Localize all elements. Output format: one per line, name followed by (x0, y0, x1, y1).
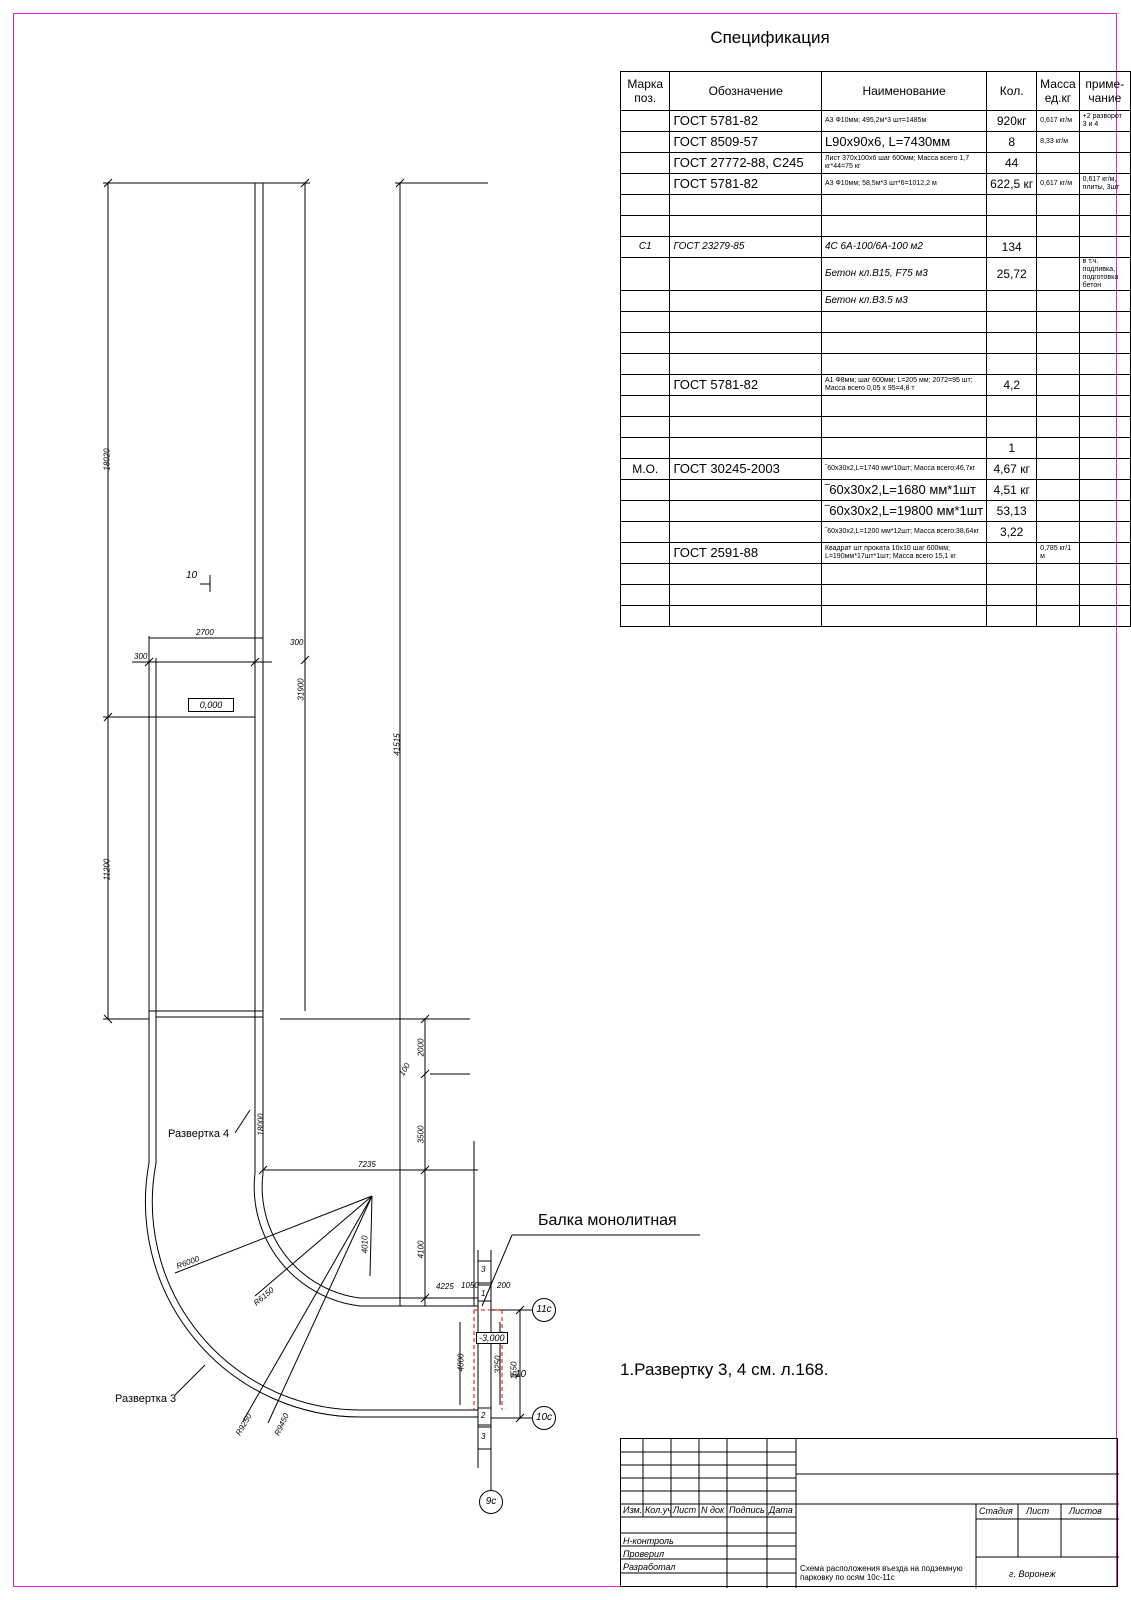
cell-note (1079, 153, 1130, 174)
stamp-stage: Стадия (979, 1506, 1013, 1516)
spec-row (621, 480, 1131, 501)
pos-label-2: 1 (481, 1289, 486, 1298)
cell-qty: 44 (987, 153, 1037, 174)
dim-slope: 100 (397, 1061, 412, 1078)
cell-mark (621, 174, 670, 195)
cell-note (1079, 132, 1130, 153)
stamp-sheets: Листов (1069, 1506, 1102, 1516)
cell-qty: 1 (987, 438, 1037, 459)
cell-mark (621, 333, 670, 354)
spec-row (621, 333, 1131, 354)
cell-note (1079, 216, 1130, 237)
dim-31900: 31900 (296, 678, 306, 701)
cell-note: 0,617 кг/м, плиты, 3шт (1079, 174, 1130, 195)
cell-name (821, 564, 986, 585)
cell-designation (670, 606, 821, 627)
dim-2000: 2000 (416, 1038, 426, 1057)
cell-mass (1037, 237, 1079, 258)
cell-name: ‾60x30x2,L=1740 мм*10шт; Масса всего:46,7кг (821, 459, 986, 480)
cell-name: Бетон кл.B15, F75 м3 (821, 258, 986, 291)
spec-header-row (621, 72, 1131, 111)
elevation-upper: 0,000 (188, 698, 234, 712)
cell-mass (1037, 459, 1079, 480)
cell-mark (621, 258, 670, 291)
cell-mass: 0,617 кг/м (1037, 174, 1079, 195)
spec-row (621, 564, 1131, 585)
cell-note (1079, 291, 1130, 312)
dim-r6000: R6000 (175, 1254, 201, 1271)
dim-r9450: R9450 (272, 1411, 291, 1438)
spec-row (621, 153, 1131, 174)
cell-note (1079, 543, 1130, 564)
cell-mark (621, 564, 670, 585)
cell-mass (1037, 501, 1079, 522)
cell-qty: 4,51 кг (987, 480, 1037, 501)
cell-designation (670, 354, 821, 375)
cell-name (821, 354, 986, 375)
spec-row (621, 132, 1131, 153)
dim-4000: 4000 (456, 1353, 466, 1372)
spec-row (621, 291, 1131, 312)
cell-mass (1037, 606, 1079, 627)
spec-row (621, 606, 1131, 627)
cell-name (821, 195, 986, 216)
title-block (620, 1438, 1118, 1587)
cell-qty (987, 354, 1037, 375)
spec-row (621, 501, 1131, 522)
cell-note (1079, 354, 1130, 375)
cell-designation (670, 522, 821, 543)
stamp-col-doc: N док (701, 1505, 725, 1515)
cell-mark (621, 195, 670, 216)
stamp-n-control: Н-контроль (623, 1536, 674, 1546)
dim-18000: 18000 (256, 1113, 266, 1136)
cell-designation: ГОСТ 27772-88, С245 (670, 153, 821, 174)
cell-mass (1037, 480, 1079, 501)
cell-name (821, 606, 986, 627)
cell-mark (621, 606, 670, 627)
cell-mass (1037, 195, 1079, 216)
cell-mark (621, 291, 670, 312)
cell-designation (670, 396, 821, 417)
cell-mark: М.О. (621, 459, 670, 480)
axis-10c: 10с (532, 1406, 556, 1430)
col-header-name: Наименование (821, 72, 986, 111)
cell-mark (621, 375, 670, 396)
cell-mark (621, 396, 670, 417)
spec-row (621, 312, 1131, 333)
stamp-doc-title: Схема расположения въезда на подземную парковку по осям 10с-11с (800, 1564, 963, 1582)
dim-11200: 11200 (102, 858, 112, 881)
col-header-designation: Обозначение (670, 72, 821, 111)
spec-row (621, 258, 1131, 291)
cell-note: +2 разворот 3 и 4 (1079, 111, 1130, 132)
cell-note (1079, 312, 1130, 333)
cell-name: ‾60x30x2,L=1680 мм*1шт (821, 480, 986, 501)
cell-mass: 0,785 кг/1 м (1037, 543, 1079, 564)
cell-qty: 25,72 (987, 258, 1037, 291)
cell-mass (1037, 258, 1079, 291)
cell-qty: 134 (987, 237, 1037, 258)
dim-4010: 4010 (360, 1235, 370, 1254)
cell-mark: C1 (621, 237, 670, 258)
pos-label-4: 3 (481, 1432, 486, 1441)
cell-designation (670, 291, 821, 312)
cell-designation (670, 216, 821, 237)
cell-mark (621, 312, 670, 333)
cell-designation (670, 438, 821, 459)
cell-qty (987, 564, 1037, 585)
general-note: 1.Развертку 3, 4 см. л.168. (620, 1360, 829, 1379)
cell-mark (621, 354, 670, 375)
stamp-col-date: Дата (769, 1505, 793, 1515)
cell-name: Лист 370х100х6 шаг 600мм; Масса всего 1,7 кг*44=75 кг (821, 153, 986, 174)
cell-name: Бетон кл.B3.5 м3 (821, 291, 986, 312)
cell-qty (987, 606, 1037, 627)
cell-mass (1037, 585, 1079, 606)
cell-mass (1037, 438, 1079, 459)
cell-mass: 0,617 кг/м (1037, 111, 1079, 132)
section-mark-top: 10 (186, 570, 198, 581)
stamp-sheet: Лист (1026, 1506, 1050, 1516)
cell-mass (1037, 291, 1079, 312)
stamp-col-sign: Подпись (729, 1505, 765, 1515)
cell-designation (670, 501, 821, 522)
spec-row (621, 174, 1131, 195)
cell-mass (1037, 396, 1079, 417)
dim-300-right: 300 (290, 638, 304, 647)
cell-note (1079, 417, 1130, 438)
cell-designation: ГОСТ 5781-82 (670, 375, 821, 396)
pos-label-3: 2 (481, 1411, 486, 1420)
cell-designation: ГОСТ 5781-82 (670, 174, 821, 195)
cell-name: 4С 6А-100/6А-100 м2 (821, 237, 986, 258)
dim-7235: 7235 (358, 1160, 376, 1169)
cell-designation (670, 333, 821, 354)
spec-row (621, 417, 1131, 438)
cell-name (821, 333, 986, 354)
cell-designation (670, 564, 821, 585)
cell-qty: 920кг (987, 111, 1037, 132)
axis-11c: 11с (532, 1298, 556, 1322)
dim-200: 200 (497, 1281, 511, 1290)
cell-qty: 622,5 кг (987, 174, 1037, 195)
cell-note (1079, 501, 1130, 522)
spec-row (621, 522, 1131, 543)
cell-mass (1037, 333, 1079, 354)
cell-qty (987, 543, 1037, 564)
cell-note (1079, 237, 1130, 258)
cell-mass (1037, 375, 1079, 396)
cell-mass (1037, 216, 1079, 237)
development-3-label: Развертка 3 (115, 1393, 177, 1405)
cell-mark (621, 216, 670, 237)
cell-mass (1037, 522, 1079, 543)
cell-name (821, 417, 986, 438)
cell-qty (987, 417, 1037, 438)
cell-designation (670, 417, 821, 438)
cell-note (1079, 564, 1130, 585)
spec-row (621, 585, 1131, 606)
dim-18020: 18020 (102, 448, 112, 471)
cell-mark (621, 111, 670, 132)
cell-mark (621, 480, 670, 501)
stamp-col-qty: Кол.уч (645, 1505, 672, 1515)
spec-row (621, 438, 1131, 459)
cell-note (1079, 375, 1130, 396)
cell-qty: 4,67 кг (987, 459, 1037, 480)
col-header-qty: Кол. (987, 72, 1037, 111)
dim-3250: 3250 (493, 1355, 503, 1374)
stamp-developed: Разработал (623, 1562, 676, 1572)
dim-r9250: R9250 (233, 1412, 254, 1437)
development-4-label: Развертка 4 (168, 1128, 230, 1140)
cell-designation: ГОСТ 8509-57 (670, 132, 821, 153)
cell-note (1079, 396, 1130, 417)
spec-row (621, 216, 1131, 237)
cell-note (1079, 522, 1130, 543)
cell-qty (987, 396, 1037, 417)
spec-row (621, 111, 1131, 132)
cell-name (821, 396, 986, 417)
cell-qty (987, 195, 1037, 216)
dim-41515: 41515 (392, 733, 402, 756)
spec-row (621, 375, 1131, 396)
cell-qty: 8 (987, 132, 1037, 153)
cell-note (1079, 195, 1130, 216)
cell-mark (621, 153, 670, 174)
cell-mark (621, 417, 670, 438)
cell-note (1079, 438, 1130, 459)
cell-mark (621, 438, 670, 459)
cell-name: ‾60x30x2,L=1200 мм*12шт; Масса всего:38,64кг (821, 522, 986, 543)
cell-name: A1 Ф8мм; шаг 600мм; L=205 мм; 2072=95 шт; Масса всего 0,05 x 95=4,8 т (821, 375, 986, 396)
cell-qty (987, 291, 1037, 312)
spec-row (621, 354, 1131, 375)
cell-mass (1037, 417, 1079, 438)
cell-note (1079, 585, 1130, 606)
cell-designation (670, 480, 821, 501)
spec-row (621, 237, 1131, 258)
cell-note (1079, 459, 1130, 480)
cell-name (821, 438, 986, 459)
cell-qty (987, 216, 1037, 237)
col-header-note: приме-чание (1079, 72, 1130, 111)
spec-row (621, 396, 1131, 417)
dim-2700: 2700 (196, 628, 214, 637)
dim-3500: 3500 (416, 1125, 426, 1144)
cell-qty: 53,13 (987, 501, 1037, 522)
cell-qty: 4,2 (987, 375, 1037, 396)
cell-name (821, 585, 986, 606)
cell-name: A3 Ф10мм; 495,2м*3 шт=1485м (821, 111, 986, 132)
cell-note (1079, 333, 1130, 354)
stamp-col-change: Изм. (623, 1505, 643, 1515)
spec-row (621, 195, 1131, 216)
dim-4100: 4100 (416, 1240, 426, 1259)
cell-qty (987, 585, 1037, 606)
cell-designation: ГОСТ 23279-85 (670, 237, 821, 258)
pos-label-1: 3 (481, 1265, 486, 1274)
col-header-mass: Масса ед.кг (1037, 72, 1079, 111)
dim-300-left: 300 (134, 652, 148, 661)
cell-name: Квадрат шт проката 10х10 шаг 600мм; L=190мм*17шт*1шт; Масса всего 15,1 кг (821, 543, 986, 564)
cell-name (821, 312, 986, 333)
cell-qty (987, 312, 1037, 333)
col-header-mark: Марка поз. (621, 72, 670, 111)
cell-qty (987, 333, 1037, 354)
stamp-city: г. Воронеж (1009, 1569, 1056, 1579)
cell-designation (670, 195, 821, 216)
cell-note (1079, 606, 1130, 627)
cell-mass (1037, 354, 1079, 375)
dim-r6150: R6150 (251, 1285, 276, 1308)
cell-mass (1037, 312, 1079, 333)
cell-mark (621, 522, 670, 543)
cell-designation (670, 258, 821, 291)
cell-note: в т.ч. подливка, подготовка бетон (1079, 258, 1130, 291)
dim-1050: 1050 (461, 1281, 479, 1290)
stamp-col-sheet: Лист (673, 1505, 697, 1515)
spec-row (621, 459, 1131, 480)
cell-designation: ГОСТ 5781-82 (670, 111, 821, 132)
section-mark-bottom: 10 (515, 1369, 527, 1380)
dim-4225: 4225 (436, 1282, 454, 1291)
spec-title: Спецификация (710, 28, 830, 47)
cell-name: A3 Ф10мм; 58,5м*3 шт*6=1012,2 м (821, 174, 986, 195)
stamp-checked: Проверил (623, 1549, 665, 1559)
cell-name: ‾60x30x2,L=19800 мм*1шт (821, 501, 986, 522)
cell-qty: 3,22 (987, 522, 1037, 543)
cell-mass (1037, 564, 1079, 585)
cell-designation: ГОСТ 30245-2003 (670, 459, 821, 480)
cell-mark (621, 585, 670, 606)
cell-designation (670, 312, 821, 333)
cell-designation: ГОСТ 2591-88 (670, 543, 821, 564)
cell-designation (670, 585, 821, 606)
cell-mark (621, 132, 670, 153)
axis-9c: 9с (479, 1490, 503, 1514)
elevation-lower: -3,000 (476, 1332, 508, 1344)
cell-mark (621, 501, 670, 522)
cell-name (821, 216, 986, 237)
cell-note (1079, 480, 1130, 501)
spec-row (621, 543, 1131, 564)
cell-mass (1037, 153, 1079, 174)
cell-name: L90x90x6, L=7430мм (821, 132, 986, 153)
dim-1550: 1550 (509, 1361, 519, 1380)
cell-mass: 8,33 кг/м (1037, 132, 1079, 153)
specification-table (620, 71, 1131, 627)
cell-mark (621, 543, 670, 564)
beam-label: Балка монолитная (538, 1212, 677, 1229)
